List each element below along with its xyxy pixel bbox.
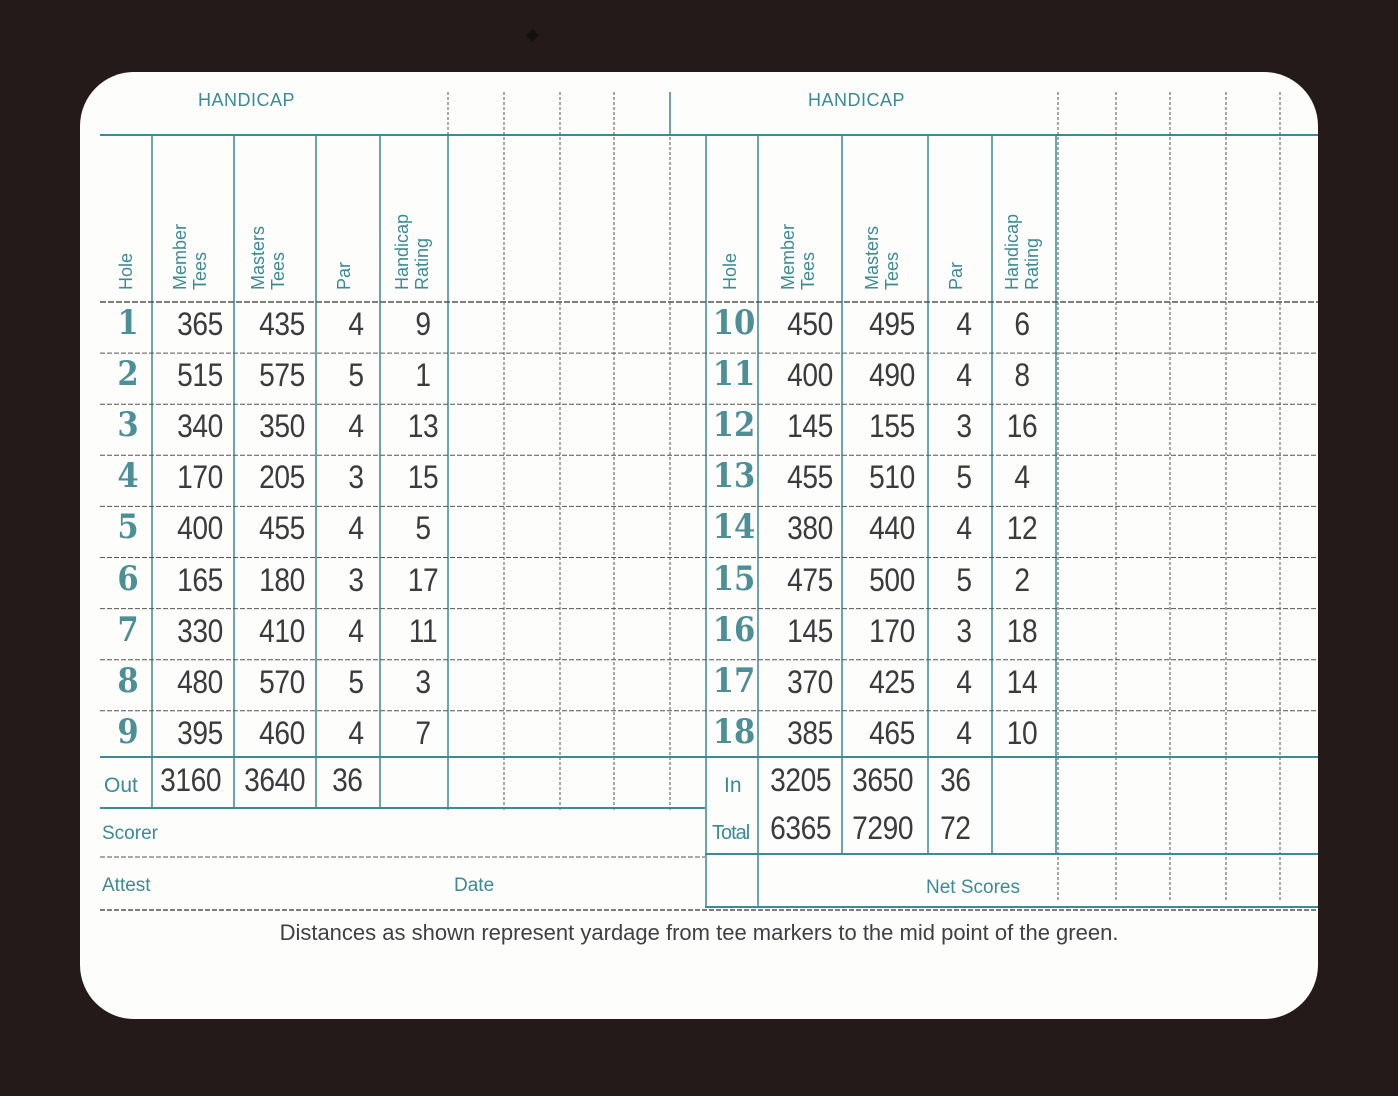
hole-number: 13 [712,456,756,497]
hole-number: 12 [712,405,756,446]
total-masters: 7290 [852,810,914,846]
hole-number: 17 [712,660,756,701]
par-value: 4 [348,714,364,751]
handicap-rating: 12 [1006,510,1038,547]
right-header-member-tees: Member Tees [778,223,818,290]
member-tees-yardage: 480 [177,663,223,700]
handicap-rating: 1 [415,357,431,394]
scorecard [80,72,1318,1019]
masters-tees-yardage: 350 [259,408,305,445]
handicap-rating: 9 [415,306,431,342]
handicap-rating: 8 [1014,357,1030,394]
par-value: 4 [348,306,364,342]
ink-speck [526,29,539,42]
left-header-masters-tees: Masters Tees [248,225,288,290]
total-member: 6365 [770,810,832,846]
hole-number: 14 [712,507,756,548]
masters-tees-yardage: 205 [259,459,305,496]
handicap-rating: 11 [408,612,438,649]
masters-tees-yardage: 410 [259,612,305,649]
right-header-par: Par [946,261,966,290]
hole-number: 8 [117,660,139,701]
footer-note: Distances as shown represent yardage from tee markers to the mid point of the green. [279,920,1119,945]
total-par: 72 [940,810,971,846]
hole-number: 1 [117,303,139,343]
right-header-hole: Hole [720,252,740,290]
out-par-total: 36 [332,762,363,798]
in-member-total: 3205 [770,762,832,798]
par-value: 4 [956,306,972,342]
attest-label: Attest [102,875,151,896]
left-header-handicap-rating: Handicap Rating [392,213,432,290]
member-tees-yardage: 330 [177,612,223,649]
masters-tees-yardage: 440 [869,510,915,547]
hole-number: 3 [117,405,139,446]
hole-number: 4 [117,456,139,497]
out-member-total: 3160 [160,762,222,798]
member-tees-yardage: 395 [177,714,223,751]
handicap-rating: 18 [1006,612,1038,649]
par-value: 4 [956,714,972,751]
handicap-rating: 2 [1014,561,1030,598]
handicap-rating: 13 [407,408,439,445]
left-header-par: Par [334,261,354,290]
member-tees-yardage: 475 [787,561,833,598]
right-header-handicap-rating: Handicap Rating [1002,213,1042,290]
hole-number: 6 [117,558,139,599]
par-value: 5 [348,663,364,700]
member-tees-yardage: 165 [177,561,223,598]
hole-number: 15 [712,558,756,599]
handicap-rating: 10 [1006,714,1038,751]
member-tees-yardage: 385 [787,714,833,751]
par-value: 4 [956,357,972,394]
right-handicap-label: HANDICAP [808,90,906,110]
out-label: Out [104,774,138,797]
member-tees-yardage: 365 [177,306,223,342]
masters-tees-yardage: 180 [259,561,305,598]
right-header-masters-tees: Masters Tees [862,225,902,290]
par-value: 3 [348,459,364,496]
out-masters-total: 3640 [244,762,306,798]
masters-tees-yardage: 495 [869,306,915,342]
par-value: 5 [956,561,972,598]
masters-tees-yardage: 425 [869,663,915,700]
hole-number: 5 [117,507,139,548]
handicap-rating: 3 [415,663,431,700]
left-header-hole: Hole [116,252,136,290]
member-tees-yardage: 340 [177,408,223,445]
hole-number: 9 [117,711,139,752]
masters-tees-yardage: 460 [259,714,305,751]
in-label: In [724,774,742,797]
masters-tees-yardage: 570 [259,663,305,700]
handicap-rating: 6 [1014,306,1030,342]
masters-tees-yardage: 500 [869,561,915,598]
par-value: 4 [956,663,972,700]
hole-number: 2 [117,354,139,395]
handicap-rating: 14 [1006,663,1038,700]
member-tees-yardage: 455 [787,459,833,496]
par-value: 4 [348,510,364,547]
par-value: 3 [956,408,972,445]
member-tees-yardage: 370 [787,663,833,700]
masters-tees-yardage: 465 [869,714,915,751]
member-tees-yardage: 170 [177,459,223,496]
left-header-member-tees: Member Tees [170,223,210,290]
hole-number: 10 [712,303,756,343]
handicap-rating: 15 [407,459,439,496]
member-tees-yardage: 145 [787,408,833,445]
par-value: 3 [956,612,972,649]
masters-tees-yardage: 455 [259,510,305,547]
masters-tees-yardage: 170 [869,612,915,649]
member-tees-yardage: 400 [177,510,223,547]
masters-tees-yardage: 435 [259,306,305,342]
member-tees-yardage: 515 [177,357,223,394]
member-tees-yardage: 450 [787,306,833,342]
handicap-rating: 17 [407,561,439,598]
par-value: 4 [348,612,364,649]
hole-number: 7 [117,609,139,650]
in-masters-total: 3650 [852,762,914,798]
masters-tees-yardage: 575 [259,357,305,394]
handicap-rating: 16 [1006,408,1038,445]
masters-tees-yardage: 490 [869,357,915,394]
hole-number: 11 [712,354,756,395]
masters-tees-yardage: 510 [869,459,915,496]
par-value: 5 [956,459,972,496]
net-scores-label: Net Scores [926,877,1020,898]
par-value: 4 [348,408,364,445]
in-par-total: 36 [940,762,971,798]
masters-tees-yardage: 155 [869,408,915,445]
member-tees-yardage: 400 [787,357,833,394]
handicap-rating: 7 [415,714,431,751]
date-label: Date [454,875,495,896]
left-handicap-label: HANDICAP [198,90,296,110]
total-label: Total [712,822,750,844]
scorer-label: Scorer [102,823,158,844]
par-value: 4 [956,510,972,547]
par-value: 5 [348,357,364,394]
hole-number: 16 [712,609,756,650]
member-tees-yardage: 145 [787,612,833,649]
handicap-rating: 5 [415,510,431,547]
par-value: 3 [348,561,364,598]
hole-number: 18 [712,711,756,752]
member-tees-yardage: 380 [787,510,833,547]
handicap-rating: 4 [1014,459,1030,496]
